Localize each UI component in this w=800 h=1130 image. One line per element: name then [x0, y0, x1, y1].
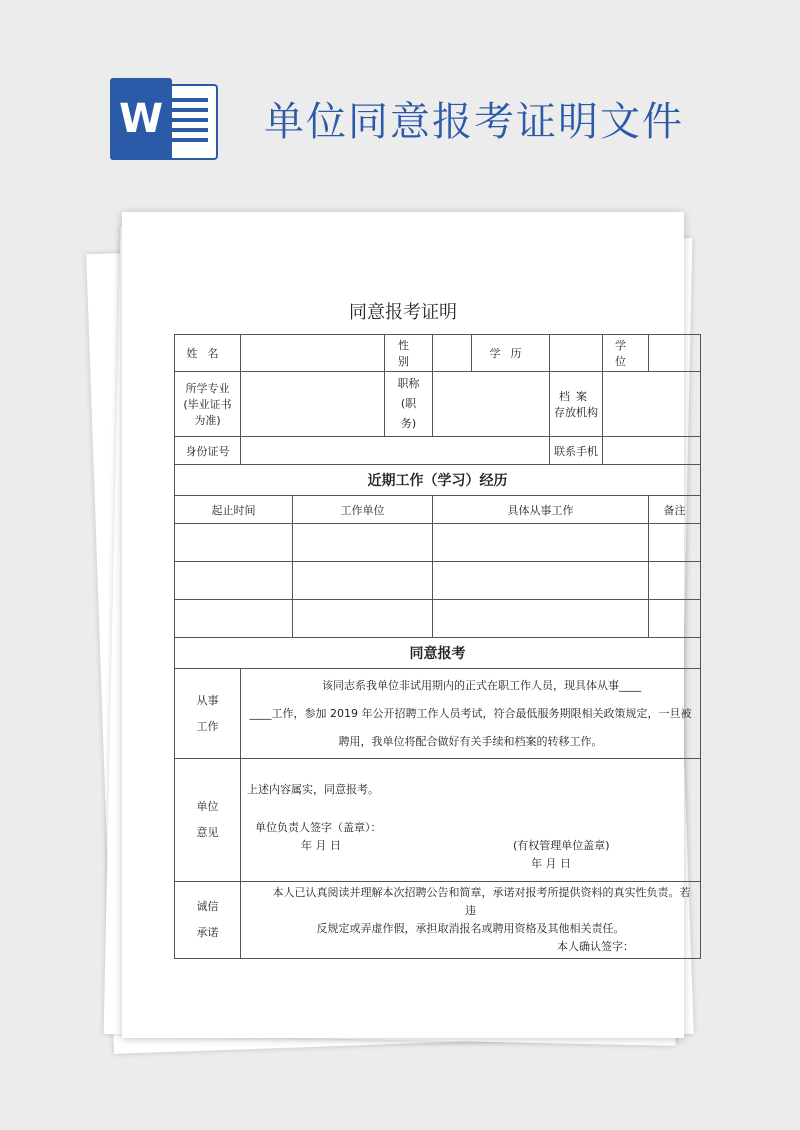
- document-title: 同意报考证明: [349, 302, 457, 323]
- history-cell[interactable]: [293, 524, 433, 562]
- column-header-period: 起止时间: [175, 496, 293, 524]
- archive-field[interactable]: [603, 372, 701, 437]
- pledge-line: 本人已认真阅读并理解本次招聘公告和简章，承诺对报考所提供资料的真实性负责。若: [272, 886, 691, 899]
- history-cell[interactable]: [175, 524, 293, 562]
- history-cell[interactable]: [649, 600, 701, 638]
- gender-label: 性别: [385, 335, 433, 372]
- history-cell[interactable]: [433, 524, 649, 562]
- consent-statement-line: 该同志系我单位非试用期内的正式在职工作人员，现具体从事____: [322, 678, 642, 692]
- word-document-icon: [110, 78, 214, 160]
- date-right: 年 月 日: [531, 857, 571, 870]
- table-row: [175, 496, 701, 524]
- education-label: 学历: [472, 335, 550, 372]
- degree-field[interactable]: [649, 335, 701, 372]
- logo-letter: W: [110, 78, 172, 160]
- name-field[interactable]: [241, 335, 385, 372]
- table-row: [175, 465, 701, 496]
- current-job-label-line: 从事: [196, 693, 219, 707]
- history-cell[interactable]: [649, 562, 701, 600]
- integrity-pledge-label-line: 承诺: [196, 926, 219, 939]
- history-cell[interactable]: [293, 562, 433, 600]
- education-field[interactable]: [550, 335, 603, 372]
- page-header: [0, 0, 800, 215]
- unit-opinion-area: [241, 759, 701, 882]
- unit-opinion-label: [175, 759, 241, 882]
- archive-label-line: 存放机构: [554, 406, 599, 419]
- column-header-remarks: 备注: [649, 496, 701, 524]
- id-field[interactable]: [241, 437, 550, 465]
- history-cell[interactable]: [433, 562, 649, 600]
- opinion-text: 上述内容属实，同意报考。: [247, 783, 379, 796]
- archive-label: [550, 372, 603, 437]
- name-label: 姓名: [175, 335, 241, 372]
- history-cell[interactable]: [175, 600, 293, 638]
- major-label-line: 所学专业: [185, 382, 230, 395]
- history-cell[interactable]: [293, 600, 433, 638]
- signature-label: 单位负责人签字（盖章）：: [255, 821, 382, 834]
- table-row: [175, 669, 701, 759]
- document-page: [122, 212, 692, 1038]
- table-row: [175, 600, 701, 638]
- job-title-field[interactable]: [433, 372, 550, 437]
- current-job-label: [175, 669, 241, 759]
- table-row: [175, 437, 701, 465]
- pledge-line: 违: [465, 904, 477, 917]
- authority-stamp-label: (有权管理单位盖章): [513, 839, 610, 852]
- major-label-line: 为准): [194, 414, 221, 427]
- consent-statement-line: ____工作，参加 2019 年公开招聘工作人员考试，符合最低服务期限相关政策规定，一旦被: [249, 706, 692, 720]
- integrity-pledge-label-line: 诚信: [196, 900, 219, 913]
- current-job-label-line: 工作: [196, 719, 219, 733]
- gender-field[interactable]: [433, 335, 472, 372]
- job-title-label: [385, 372, 433, 437]
- history-cell[interactable]: [433, 600, 649, 638]
- consent-statement: [241, 669, 701, 759]
- unit-opinion-label-line: 意见: [196, 826, 219, 839]
- archive-label-line: 档案: [559, 390, 594, 403]
- id-label: 身份证号: [175, 437, 241, 465]
- consent-statement-line: 聘用，我单位将配合做好有关手续和档案的转移工作。: [338, 734, 603, 748]
- work-history-heading: 近期工作（学习）经历: [175, 465, 701, 496]
- date-left: 年 月 日: [301, 839, 341, 852]
- table-row: [175, 372, 701, 437]
- major-label-line: (毕业证书: [183, 398, 232, 411]
- major-label: [175, 372, 241, 437]
- degree-label: 学位: [603, 335, 649, 372]
- history-cell[interactable]: [649, 524, 701, 562]
- integrity-pledge-label: [175, 882, 241, 959]
- major-field[interactable]: [241, 372, 385, 437]
- table-row: [175, 524, 701, 562]
- table-row: [175, 759, 701, 882]
- unit-opinion-label-line: 单位: [196, 800, 219, 813]
- table-row: [175, 882, 701, 959]
- table-row: [175, 638, 701, 669]
- job-title-label-line: 职称: [397, 377, 420, 390]
- column-header-employer: 工作单位: [293, 496, 433, 524]
- phone-field[interactable]: [603, 437, 701, 465]
- table-row: [175, 562, 701, 600]
- confirm-signature-label: 本人确认签字：: [557, 940, 635, 953]
- history-cell[interactable]: [175, 562, 293, 600]
- pledge-line: 反规定或弄虚作假，承担取消报名或聘用资格及其他相关责任。: [316, 922, 625, 935]
- integrity-pledge-text: [241, 882, 701, 959]
- application-form: [174, 334, 701, 959]
- page-title: 单位同意报考证明文件: [264, 99, 684, 145]
- consent-heading: 同意报考: [175, 638, 701, 669]
- job-title-label-line: (职: [400, 397, 417, 410]
- column-header-duties: 具体从事工作: [433, 496, 649, 524]
- phone-label: 联系手机: [550, 437, 603, 465]
- job-title-label-line: 务): [400, 417, 417, 430]
- table-row: [175, 335, 701, 372]
